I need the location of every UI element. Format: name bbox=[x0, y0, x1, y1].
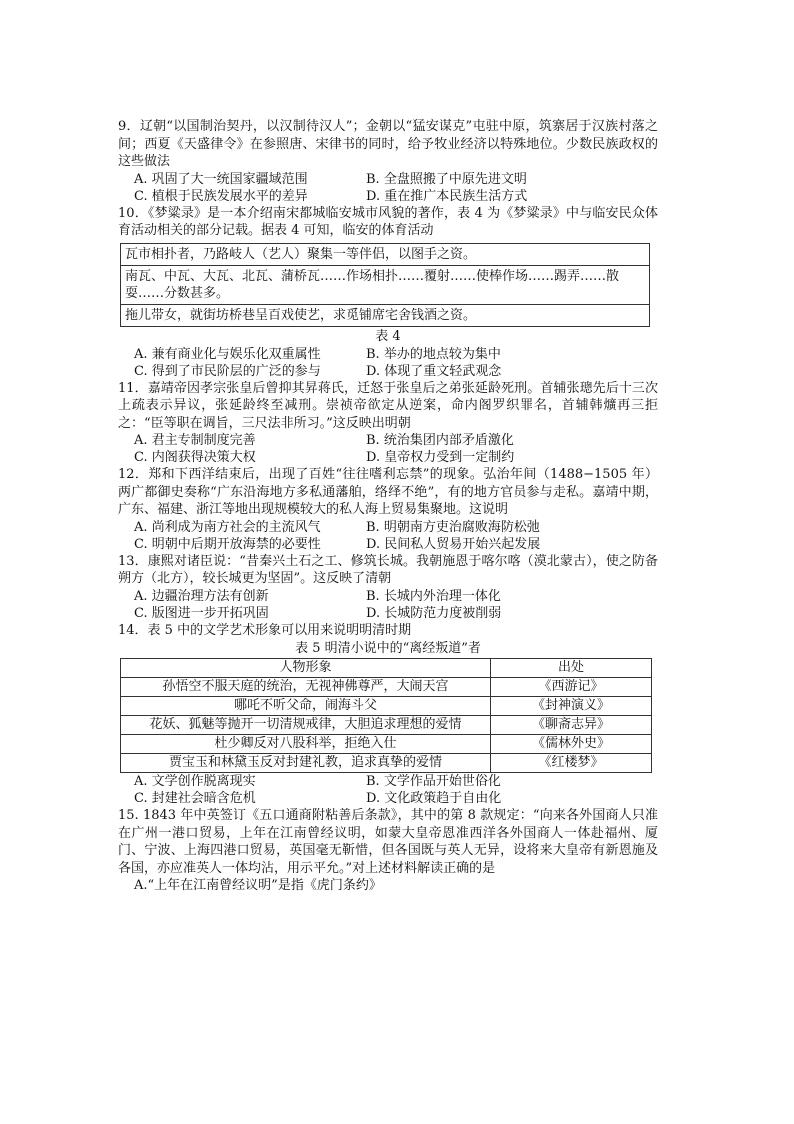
table-cell: 花妖、狐魅等抛开一切清规戒律，大胆追求理想的爱情 bbox=[121, 716, 491, 735]
table-5-caption: 表 5 明清小说中的“离经叛道”者 bbox=[295, 641, 481, 656]
column-header-source: 出处 bbox=[491, 659, 652, 678]
table-5 bbox=[120, 658, 652, 773]
option-14a: A. 文学创作脱离现实 bbox=[134, 774, 256, 789]
table-row bbox=[121, 716, 652, 735]
option-9b: B. 全盘照搬了中原先进文明 bbox=[366, 171, 527, 187]
table-row bbox=[121, 243, 650, 265]
option-13b: B. 长城内外治理一体化 bbox=[366, 588, 501, 604]
question-14-options bbox=[118, 773, 658, 807]
question-10-options bbox=[118, 346, 658, 380]
question-13-options bbox=[118, 588, 658, 622]
table-cell: 《封神演义》 bbox=[491, 697, 652, 716]
option-9c: C. 植根于民族发展水平的差异 bbox=[134, 188, 308, 204]
question-14-stem: 14．表 5 中的文学艺术形象可以用来说明明清时期 bbox=[118, 622, 412, 638]
question-12-stem: 12．郑和下西洋结束后，出现了百姓“往往嗜利忘禁”的现象。弘治年间（1488−1505 年）两广都御史奏称“广东沿海地方多私通藩舶，络绎不绝”，有的地方官员参与走私。嘉靖中期，广东、福建、浙江等地出现规模较大的私人海上贸易集聚地。这说明 bbox=[118, 467, 658, 517]
option-10a: A. 兼有商业化与娱乐化双重属性 bbox=[134, 346, 321, 362]
option-10d: D. 体现了重文轻武观念 bbox=[366, 363, 502, 379]
question-15-options bbox=[118, 877, 658, 894]
table-4-caption: 表 4 bbox=[375, 328, 401, 344]
table-row bbox=[121, 735, 652, 754]
table-row bbox=[121, 304, 650, 326]
option-9a: A. 巩固了大一统国家疆域范围 bbox=[134, 171, 308, 187]
table-cell: 哪吒不听父命，闹海斗父 bbox=[121, 697, 491, 716]
option-13c: C. 版图进一步开拓巩固 bbox=[134, 605, 269, 621]
option-13d: D. 长城防范力度被削弱 bbox=[366, 605, 502, 621]
table-header-row bbox=[121, 659, 652, 678]
question-12-options bbox=[118, 519, 658, 553]
table-row bbox=[121, 754, 652, 773]
option-10c: C. 得到了市民阶层的广泛的参与 bbox=[134, 363, 321, 379]
column-header-character: 人物形象 bbox=[121, 659, 491, 678]
table-row bbox=[121, 697, 652, 716]
option-11c: C. 内阁获得决策大权 bbox=[134, 450, 256, 465]
option-12a: A. 尚利成为南方社会的主流风气 bbox=[134, 519, 321, 535]
table-cell: 孙悟空不服天庭的统治，无视神佛尊严，大闹天宫 bbox=[121, 678, 491, 697]
option-12c: C. 明朝中后期开放海禁的必要性 bbox=[134, 536, 321, 552]
table-cell: 南瓦、中瓦、大瓦、北瓦、蒲桥瓦……作场相扑……覆射……使棒作场……踢弄……散耍……分数甚多。 bbox=[121, 265, 650, 304]
question-9-stem: 9．辽朝“以国制治契丹，以汉制待汉人”；金朝以“猛安谋克”屯驻中原，筑寨居于汉族村落之间；西夏《天盛律令》在参照唐、宋律书的同时，给予牧业经济以特殊地位。少数民族政权的这些做法 bbox=[118, 119, 658, 169]
question-11-options bbox=[118, 432, 658, 466]
question-9-options bbox=[118, 171, 658, 205]
option-12b: B. 明朝南方吏治腐败海防松弛 bbox=[366, 519, 540, 535]
table-cell: 《儒林外史》 bbox=[491, 735, 652, 754]
option-14d: D. 文化政策趋于自由化 bbox=[366, 791, 502, 806]
table-row bbox=[121, 678, 652, 697]
question-10-stem: 10．《梦粱录》是一本介绍南宋都城临安城市风貌的著作，表 4 为《梦粱录》中与临安民众体育活动相关的部分记载。据表 4 可知，临安的体育活动 bbox=[118, 205, 658, 238]
table-cell: 《聊斋志异》 bbox=[491, 716, 652, 735]
option-11d: D. 皇帝权力受到一定制约 bbox=[366, 450, 515, 465]
option-10b: B. 举办的地点较为集中 bbox=[366, 346, 501, 362]
table-cell: 《西游记》 bbox=[491, 678, 652, 697]
option-14b: B. 文学作品开始世俗化 bbox=[366, 774, 501, 789]
option-11b: B. 统治集团内部矛盾激化 bbox=[366, 433, 514, 448]
option-14c: C. 封建社会暗含危机 bbox=[134, 791, 256, 806]
table-cell: 贾宝玉和林黛玉反对封建礼教，追求真挚的爱情 bbox=[121, 754, 491, 773]
option-9d: D. 重在推广本民族生活方式 bbox=[366, 188, 528, 204]
table-cell: 《红楼梦》 bbox=[491, 754, 652, 773]
option-13a: A. 边疆治理方法有创新 bbox=[134, 588, 269, 604]
exam-page bbox=[118, 118, 658, 894]
table-4 bbox=[120, 243, 650, 327]
question-13-stem: 13．康熙对诸臣说：“昔秦兴土石之工、修筑长城。我朝施恩于喀尔喀（漠北蒙古），使之防备朔方（北方），较长城更为坚固”。这反映了清朝 bbox=[118, 553, 658, 586]
option-11a: A. 君主专制制度完善 bbox=[134, 433, 256, 448]
option-12d: D. 民间私人贸易开始兴起发展 bbox=[366, 536, 541, 552]
table-row bbox=[121, 265, 650, 304]
option-15a: A.“上年在江南曾经议明”是指《虎门条约》 bbox=[134, 878, 382, 893]
table-cell: 杜少卿反对八股科举，拒绝入仕 bbox=[121, 735, 491, 754]
table-cell: 拖儿带女，就街坊桥巷呈百戏使艺，求觅铺席宅舍钱酒之资。 bbox=[121, 304, 650, 326]
table-cell: 瓦市相扑者，乃路岐人（艺人）聚集一等伴侣，以图手之资。 bbox=[121, 243, 650, 265]
question-11-stem: 11．嘉靖帝因孝宗张皇后曾抑其昇蒋氏，迁怒于张皇后之弟张延龄死刑。首辅张璁先后十三次上疏表示异议，张延龄终至减刑。崇祯帝欲定从逆案，命内阁罗织罪名，首辅韩爌再三拒之：“臣等职在调旨，三尺法非所习。”这反映出明朝 bbox=[118, 380, 658, 431]
question-15-stem: 15. 1843 年中英签订《五口通商附粘善后条款》，其中的第 8 款规定：“向来各外国商人只准在广州一港口贸易，上年在江南曾经议明，如蒙大皇帝恩准西洋各外国商人一体赴福州、厦门、宁波、上海四港口贸易，英国毫无靳惜，但各国既与英人无异，设将来大皇帝有新恩施及各国，亦应准英人一体均沾，用示平允。”对上述材料解读正确的是 bbox=[118, 808, 658, 876]
